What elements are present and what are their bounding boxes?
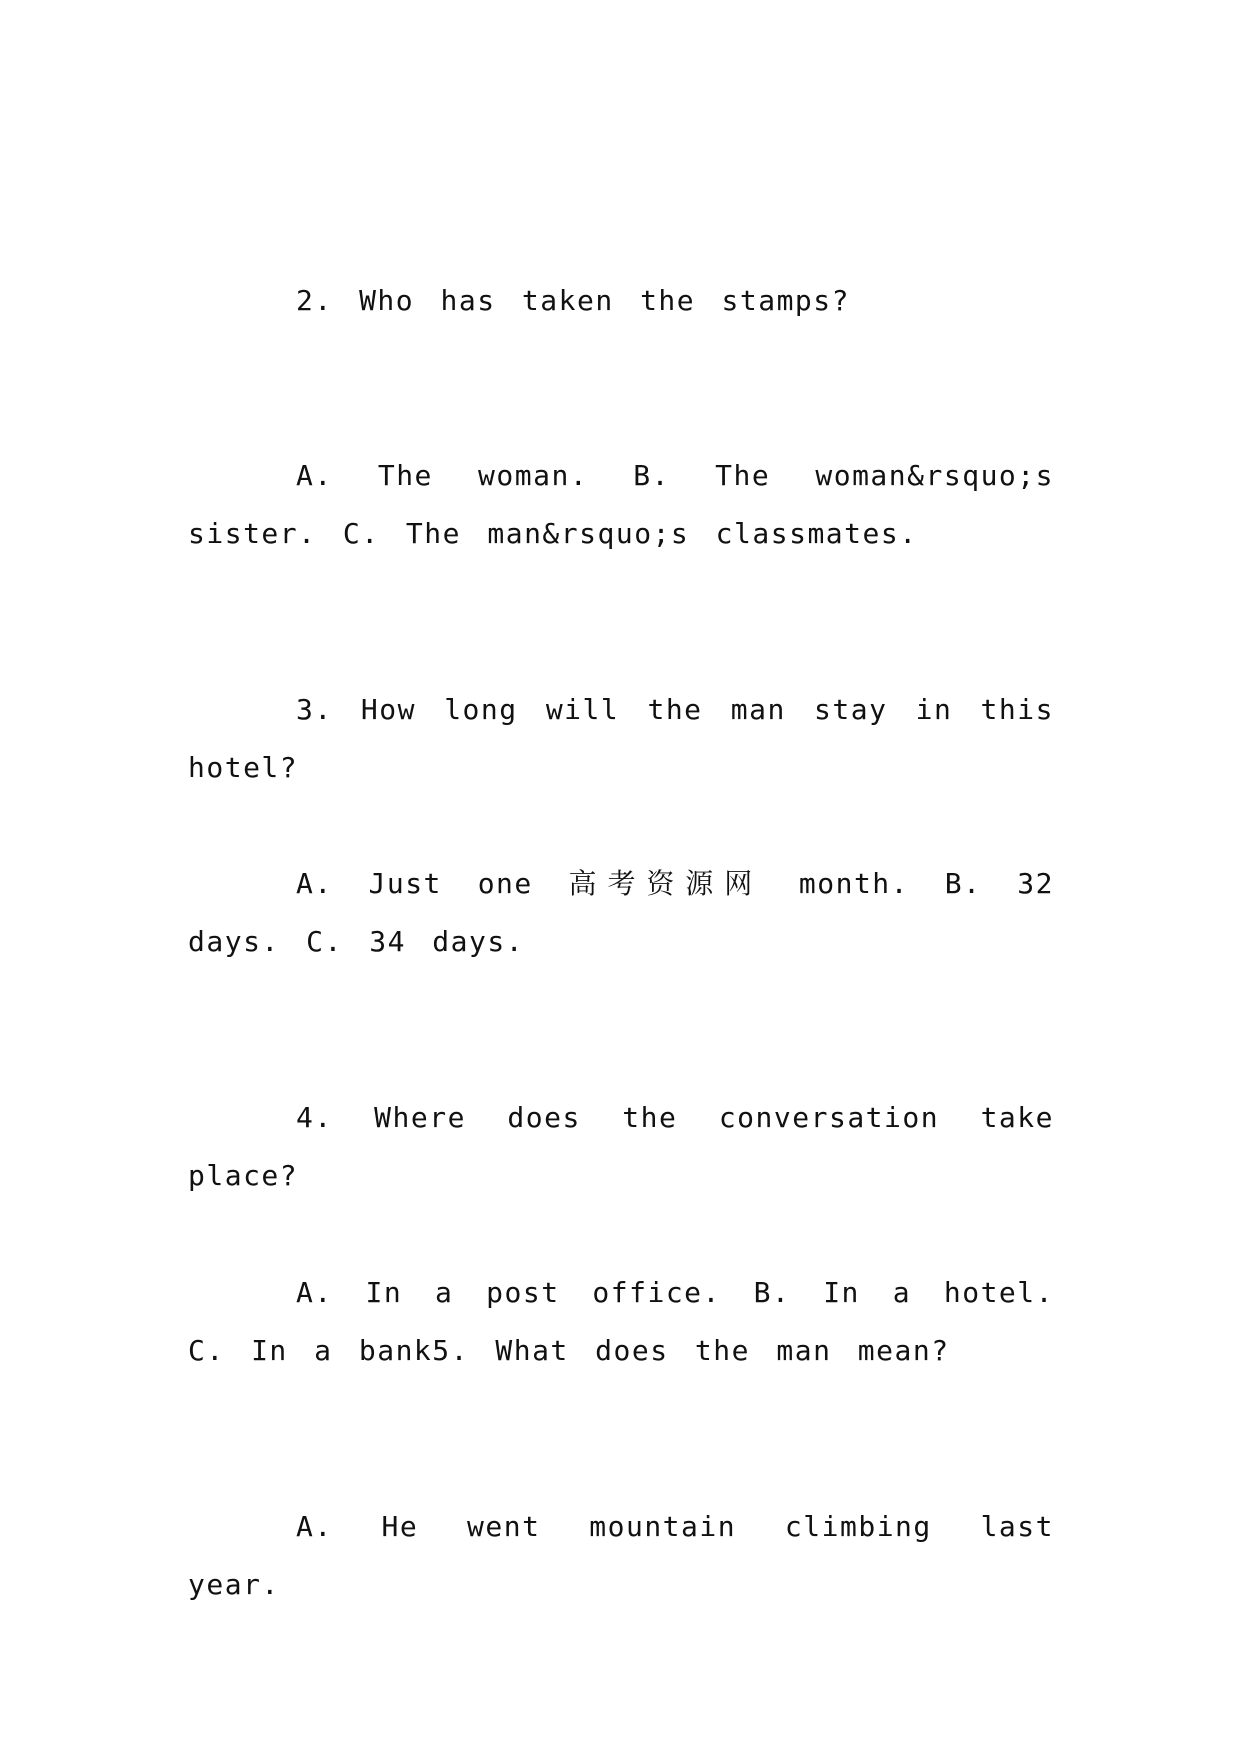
question-4: 4. Where does the conversation take place? (188, 1101, 1054, 1192)
question-2-options: A. The woman. B. The woman&rsquo;s sister. C. The man&rsquo;s classmates. (188, 459, 1054, 550)
question-5-option-a: A. He went mountain climbing last year. (188, 1510, 1054, 1601)
question-3-options: A. Just one 高考资源网 month. B. 32 days. C. 34 days. (188, 867, 1054, 958)
question-4-options: A. In a post office. B. In a hotel. C. In a bank5. What does the man mean? (188, 1276, 1054, 1367)
question-3: 3. How long will the man stay in this hotel? (188, 693, 1054, 784)
question-2: 2. Who has taken the stamps? (296, 284, 851, 317)
